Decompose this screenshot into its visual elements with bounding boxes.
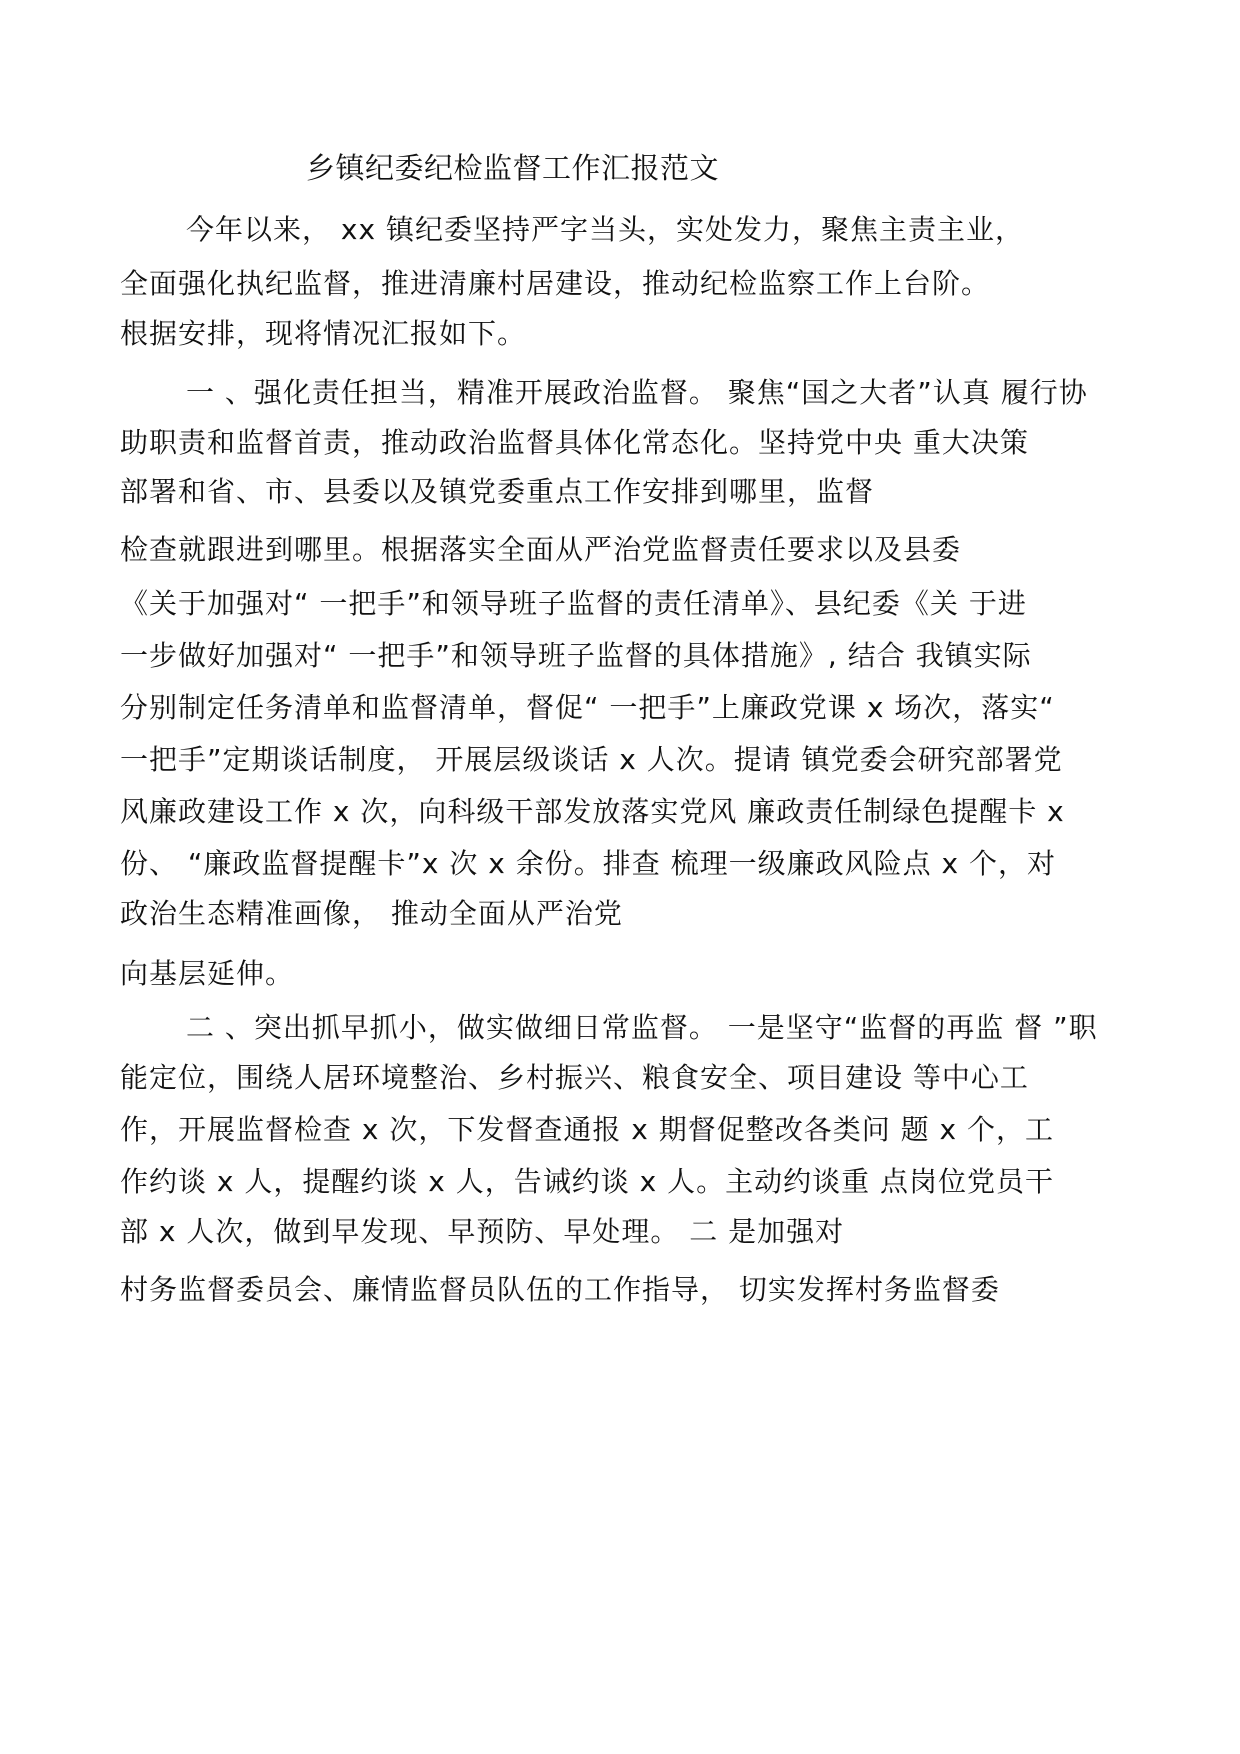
section-heading-line: 二 、突出抓早抓小，做实做细日常监督。 一是坚守“监督的再监 督 ”职 bbox=[186, 1011, 1098, 1044]
section-heading-line: 一 、强化责任担当，精准开展政治监督。 聚焦“国之大者”认真 履行协 bbox=[186, 376, 1088, 409]
paragraph-line: 今年以来， xx 镇纪委坚持严字当头，实处发力，聚焦主责主业， bbox=[186, 213, 1024, 246]
paragraph-line: 全面强化执纪监督，推进清廉村居建设，推动纪检监察工作上台阶。 bbox=[120, 267, 991, 300]
paragraph-line: 助职责和监督首责，推动政治监督具体化常态化。坚持党中央 重大决策 bbox=[120, 426, 1029, 459]
paragraph-line: 分别制定任务清单和监督清单，督促“ 一把手”上廉政党课 x 场次，落实“ bbox=[120, 691, 1055, 724]
paragraph-line: 风廉政建设工作 x 次，向科级干部发放落实党风 廉政责任制绿色提醒卡 x bbox=[120, 795, 1065, 828]
paragraph-line: 检查就跟进到哪里。根据落实全面从严治党监督责任要求以及县委 bbox=[120, 533, 962, 566]
paragraph-line: 部署和省、市、县委以及镇党委重点工作安排到哪里，监督 bbox=[120, 475, 875, 508]
paragraph-line: 一步做好加强对“ 一把手”和领导班子监督的具体措施》, 结合 我镇实际 bbox=[120, 639, 1032, 672]
paragraph-line: 向基层延伸。 bbox=[120, 957, 295, 990]
paragraph-line: 《关于加强对“ 一把手”和领导班子监督的责任清单》、县纪委《关 于进 bbox=[120, 587, 1027, 620]
paragraph-line: 能定位，围绕人居环境整治、乡村振兴、粮食安全、项目建设 等中心工 bbox=[120, 1061, 1029, 1094]
paragraph-line: 一把手”定期谈话制度， 开展层级谈话 x 人次。提请 镇党委会研究部署党 bbox=[120, 743, 1063, 776]
paragraph-line: 份、 “廉政监督提醒卡”x 次 x 余份。排查 梳理一级廉政风险点 x 个，对 bbox=[120, 847, 1057, 880]
paragraph-line: 根据安排，现将情况汇报如下。 bbox=[120, 317, 527, 350]
paragraph-line: 政治生态精准画像， 推动全面从严治党 bbox=[120, 897, 623, 930]
paragraph-line: 部 x 人次，做到早发现、早预防、早处理。 二 是加强对 bbox=[120, 1215, 845, 1248]
document-title: 乡镇纪委纪检监督工作汇报范文 bbox=[306, 151, 720, 185]
paragraph-line: 作，开展监督检查 x 次，下发督查通报 x 期督促整改各类问 题 x 个，工 bbox=[120, 1113, 1055, 1146]
paragraph-line: 村务监督委员会、廉情监督员队伍的工作指导， 切实发挥村务监督委 bbox=[120, 1273, 1000, 1306]
paragraph-line: 作约谈 x 人，提醒约谈 x 人，告诫约谈 x 人。主动约谈重 点岗位党员干 bbox=[120, 1165, 1055, 1198]
